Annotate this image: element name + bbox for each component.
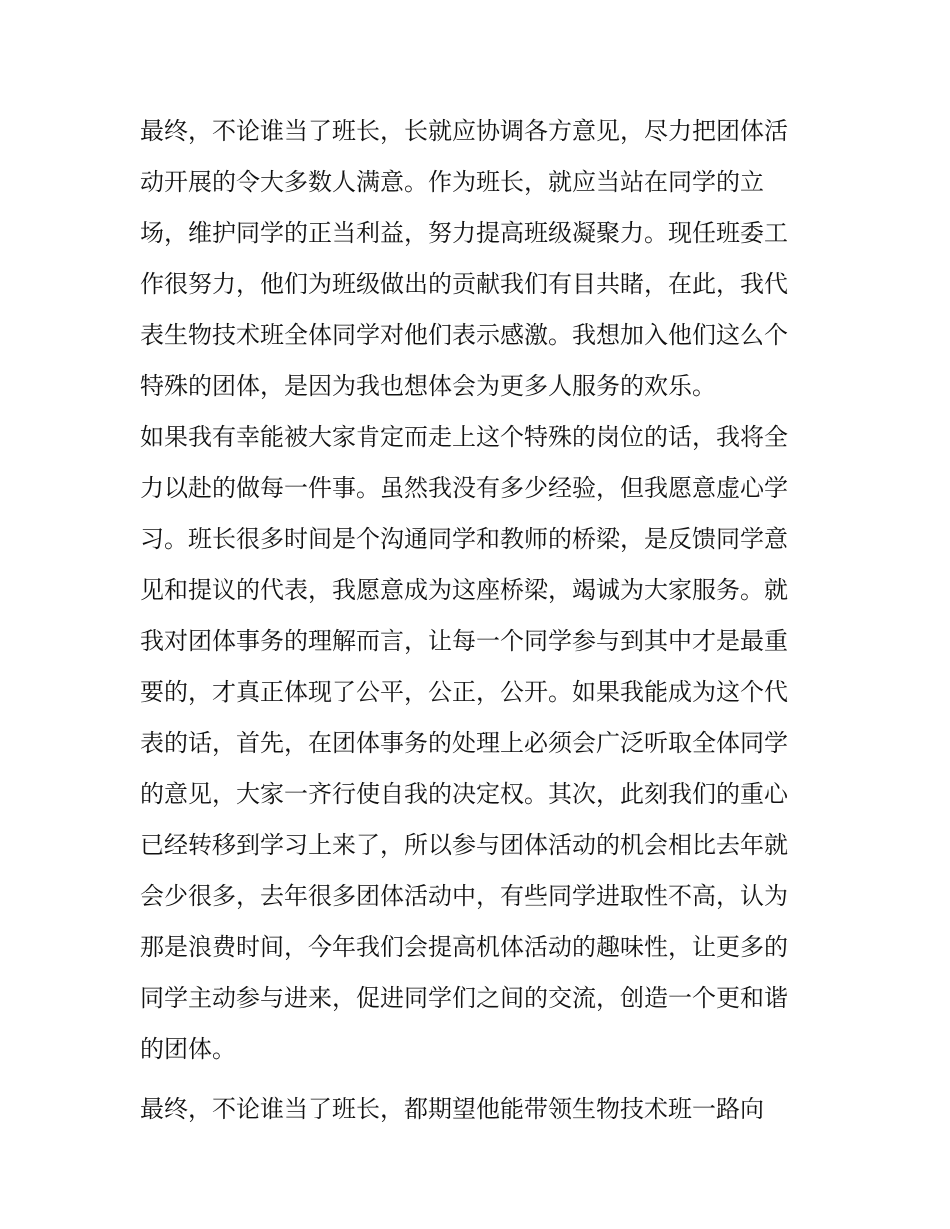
text-line: 的意见，大家一齐行使自我的决定权。其次，此刻我们的重心 bbox=[140, 780, 788, 808]
text-line: 会少很多，去年很多团体活动中，有些同学进取性不高，认为 bbox=[140, 882, 788, 910]
document-body bbox=[140, 106, 812, 1135]
text-line: 表生物技术班全体同学对他们表示感激。我想加入他们这么个 bbox=[140, 321, 788, 349]
text-line: 最终，不论谁当了班长，都期望他能带领生物技术班一路向 bbox=[140, 1095, 764, 1123]
text-line: 的团体。 bbox=[140, 1035, 236, 1063]
text-line: 要的，才真正体现了公平，公正，公开。如果我能成为这个代 bbox=[140, 678, 788, 706]
text-line: 力以赴的做每一件事。虽然我没有多少经验，但我愿意虚心学 bbox=[140, 474, 788, 502]
text-line: 习。班长很多时间是个沟通同学和教师的桥梁，是反馈同学意 bbox=[140, 525, 788, 553]
text-line: 特殊的团体，是因为我也想体会为更多人服务的欢乐。 bbox=[140, 372, 716, 400]
text-line: 那是浪费时间，今年我们会提高机体活动的趣味性，让更多的 bbox=[140, 933, 788, 961]
text-line: 见和提议的代表，我愿意成为这座桥梁，竭诚为大家服务。就 bbox=[140, 576, 788, 604]
text-line: 作很努力，他们为班级做出的贡献我们有目共睹，在此，我代 bbox=[140, 270, 788, 298]
text-line: 表的话，首先，在团体事务的处理上必须会广泛听取全体同学 bbox=[140, 729, 788, 757]
text-line: 已经转移到学习上来了，所以参与团体活动的机会相比去年就 bbox=[140, 831, 788, 859]
text-line: 我对团体事务的理解而言，让每一个同学参与到其中才是最重 bbox=[140, 627, 788, 655]
text-line: 场，维护同学的正当利益，努力提高班级凝聚力。现任班委工 bbox=[140, 219, 788, 247]
text-line: 最终，不论谁当了班长，长就应协调各方意见，尽力把团体活 bbox=[140, 117, 788, 145]
text-line: 动开展的令大多数人满意。作为班长，就应当站在同学的立 bbox=[140, 168, 764, 196]
text-line: 同学主动参与进来，促进同学们之间的交流，创造一个更和谐 bbox=[140, 984, 788, 1012]
text-line: 如果我有幸能被大家肯定而走上这个特殊的岗位的话，我将全 bbox=[140, 423, 788, 451]
